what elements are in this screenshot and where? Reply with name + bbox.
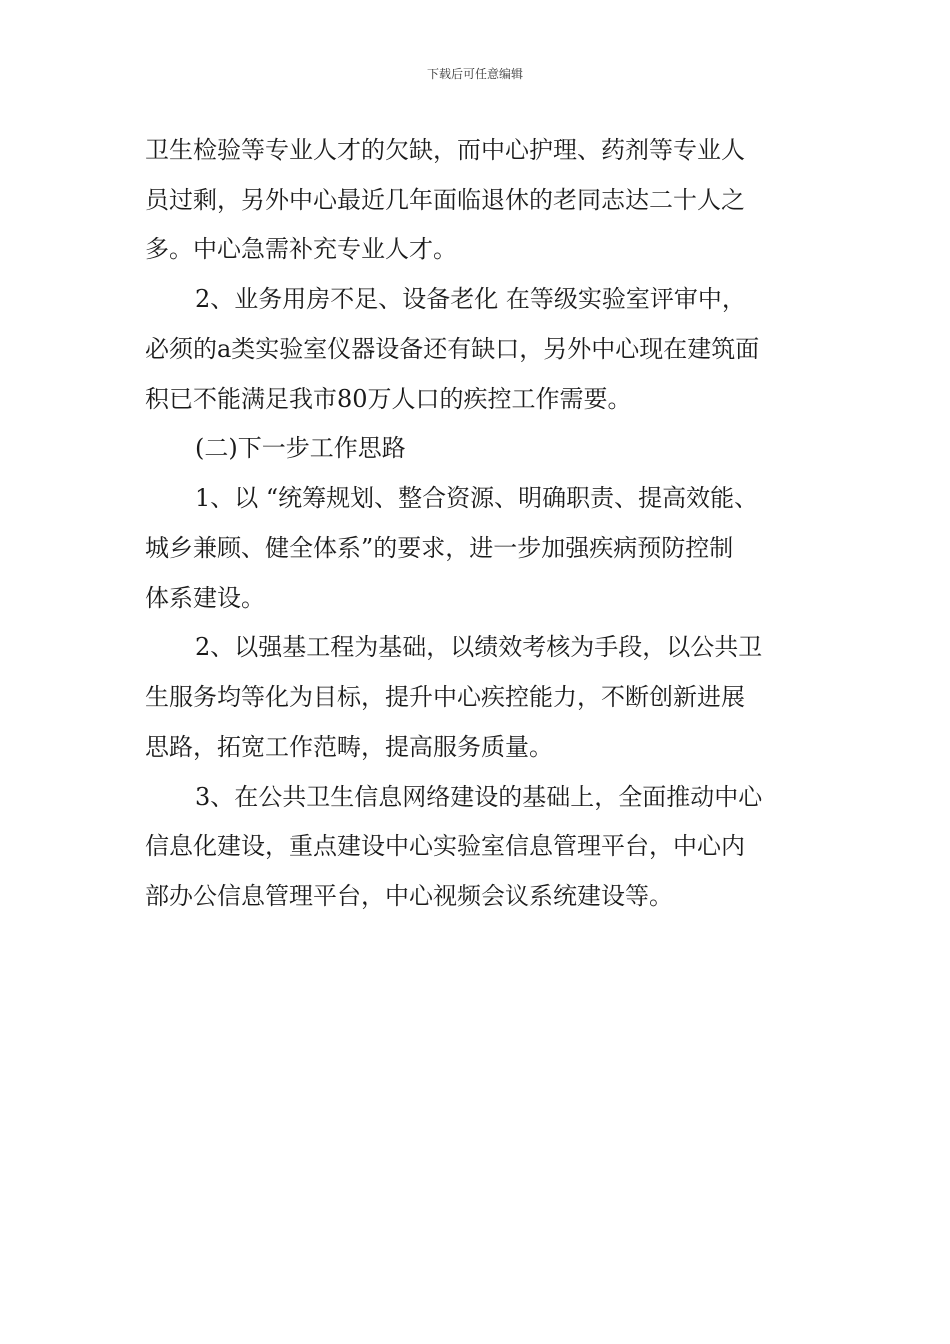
text-line: 城乡兼顾、健全体系”的要求，进一步加强疾病预防控制 bbox=[145, 534, 734, 562]
text-line: 必须的a类实验室仪器设备还有缺口，另外中心现在建筑面 bbox=[145, 335, 760, 363]
text-line: 积已不能满足我市80万人口的疾控工作需要。 bbox=[145, 385, 632, 413]
text-line: 2、以强基工程为基础，以绩效考核为手段，以公共卫 bbox=[195, 633, 763, 661]
page-header: 下载后可任意编辑 bbox=[426, 67, 523, 81]
text-line: 2、业务用房不足、设备老化 在等级实验室评审中， bbox=[195, 285, 746, 313]
text-line: 多。中心急需补充专业人才。 bbox=[145, 235, 457, 263]
text-line: 员过剩，另外中心最近几年面临退休的老同志达二十人之 bbox=[145, 186, 745, 214]
text-line: 信息化建设，重点建设中心实验室信息管理平台，中心内 bbox=[145, 832, 745, 860]
text-line: 卫生检验等专业人才的欠缺，而中心护理、药剂等专业人 bbox=[145, 136, 745, 164]
text-line: 思路，拓宽工作范畴，提高服务质量。 bbox=[145, 733, 553, 761]
text-line: 体系建设。 bbox=[145, 584, 265, 612]
section-heading: (二)下一步工作思路 bbox=[195, 434, 406, 462]
text-line: 1、以 “统筹规划、整合资源、明确职责、提高效能、 bbox=[195, 484, 759, 512]
text-line: 生服务均等化为目标，提升中心疾控能力，不断创新进展 bbox=[145, 683, 745, 711]
text-line: 部办公信息管理平台，中心视频会议系统建设等。 bbox=[145, 882, 673, 910]
text-line: 3、在公共卫生信息网络建设的基础上，全面推动中心 bbox=[195, 783, 763, 811]
